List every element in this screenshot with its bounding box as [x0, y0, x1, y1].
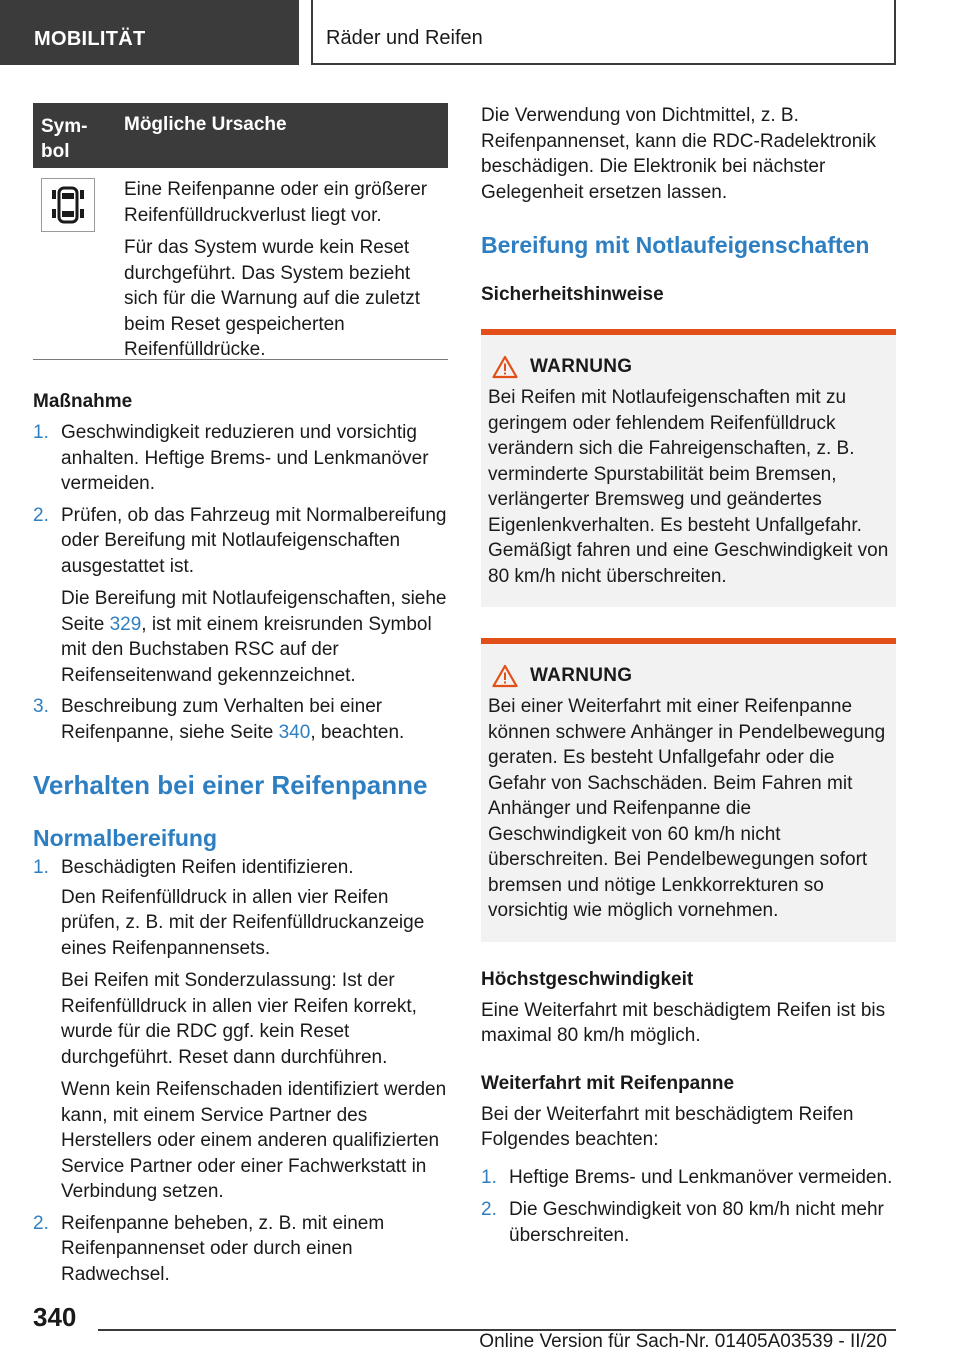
symbol-table-header	[33, 103, 448, 168]
step-number: 2.	[481, 1199, 497, 1220]
page-number: 340	[33, 1302, 77, 1332]
warning-box-1	[481, 329, 896, 607]
massnahme-steps	[33, 420, 448, 745]
step-number: 1.	[481, 1166, 497, 1188]
header-chapter-title: Räder und Reifen	[326, 27, 483, 49]
max-speed-text: Eine Weiterfahrt mit beschädigtem Reifen ist bis maximal 80 km/h möglich.	[481, 999, 886, 1046]
step-text: Heftige Brems- und Lenkmanöver vermeiden.	[509, 1166, 893, 1188]
header-section-title: MOBILITÄT	[34, 28, 146, 50]
step-text: Die Geschwindigkeit von 80 km/h nicht mehr überschreiten.	[509, 1199, 884, 1246]
left-column	[33, 103, 448, 1287]
safety-heading: Sicherheitshinweise	[481, 284, 664, 305]
step-subtext: Den Reifenfülldruck in allen vier Reifen prüfen, z. B. mit der Reifenfülldruckanzeige eines Reifenpannensets.	[61, 886, 425, 959]
sealant-intro-text: Die Verwendung von Dichtmittel, z. B. Reifenpannenset, kann die RDC-Radelektronik beschädigen. Die Elektronik bei nächster Gelegenheit ersetzen lassen.	[481, 105, 877, 203]
warning-title: WARNUNG	[530, 356, 633, 377]
step-number: 3.	[33, 696, 49, 717]
step-number: 1.	[33, 422, 49, 443]
warning-title: WARNUNG	[530, 665, 633, 686]
warning-triangle-icon	[492, 664, 518, 688]
continue-driving-heading: Weiterfahrt mit Reifenpanne	[481, 1072, 735, 1094]
step-subtext: Wenn kein Reifenschaden identifiziert werden kann, mit einem Service Partner des Herstellers oder einem anderen qualifizierten Service Partner oder einer Fachwerkstatt in Verbindung setzen.	[61, 1079, 447, 1202]
verhalten-steps	[33, 855, 448, 1287]
table-header-symbol: Sym- bol	[41, 116, 88, 162]
list-item	[33, 1211, 448, 1288]
list-item	[33, 420, 448, 497]
step-text: Geschwindigkeit reduzieren und vorsichtig anhalten. Heftige Brems- und Lenkmanöver vermeiden.	[61, 422, 429, 494]
table-header-cause: Mögliche Ursache	[124, 114, 287, 135]
header-chapter-box	[311, 0, 896, 65]
step-text: Reifenpanne beheben, z. B. mit einem Reifenpannenset oder durch einen Radwechsel.	[61, 1212, 385, 1285]
step-text: Beschreibung zum Verhalten bei einer Reifenpanne, siehe Seite 340, beachten.	[61, 696, 405, 743]
step-number: 2.	[33, 1212, 49, 1234]
step-number: 1.	[33, 857, 49, 878]
list-item	[33, 694, 448, 745]
warning-triangle-icon	[492, 355, 518, 379]
page-link-340[interactable]: 340	[278, 721, 311, 743]
cause-text-1: Eine Reifenpanne oder ein größerer Reifenfülldruckverlust liegt vor.	[124, 179, 428, 226]
massnahme-section	[33, 389, 448, 745]
header-section-tab	[0, 0, 299, 65]
warning-box-2	[481, 638, 896, 942]
car-tire-pressure-warning-icon	[41, 178, 95, 232]
runflat-heading: Bereifung mit Notlaufeigenschaften	[481, 232, 870, 258]
step-subtext: Bei Reifen mit Sonderzulassung: Ist der Reifenfülldruck in allen vier Reifen korrekt, wurde für die RDC ggf. kein Reset durchgeführt. Reset dann durchführen.	[61, 970, 417, 1068]
footer-version-text: Online Version für Sach-Nr. 01405A03539 - II/20	[479, 1331, 887, 1352]
continue-steps	[481, 1165, 896, 1249]
list-item	[481, 1165, 896, 1191]
normalbereifung-heading: Normalbereifung	[33, 825, 218, 851]
table-row	[33, 168, 448, 360]
list-item	[33, 855, 448, 1205]
table-cause-cell	[124, 177, 449, 363]
right-column	[481, 103, 896, 1248]
warning-text: Bei einer Weiterfahrt mit einer Reifenpanne können schwere Anhänger in Pendelbewegung geraten. Es besteht Unfallgefahr oder die Gefahr von Sachschäden. Beim Fahren mit Anhänger und Reifenpanne die Geschwindigkeit von 60 km/h nicht überschreiten. Bei Pendelbewegungen sofort bremsen und nötige Lenkkorrekturen so vorsichtig wie möglich vornehmen.	[488, 696, 886, 921]
max-speed-heading: Höchstgeschwindigkeit	[481, 968, 694, 990]
massnahme-heading: Maßnahme	[33, 391, 133, 412]
verhalten-heading: Verhalten bei einer Reifenpanne	[33, 770, 428, 800]
page-link-329[interactable]: 329	[109, 613, 142, 635]
step-text: Prüfen, ob das Fahrzeug mit Normalbereifung oder Bereifung mit Notlaufeigenschaften ausgestattet ist.	[61, 504, 447, 577]
list-item	[33, 503, 448, 689]
cause-text-2: Für das System wurde kein Reset durchgeführt. Das System bezieht sich für die Warnung auf die zuletzt beim Reset gespeicherten Reifenfülldrücke.	[124, 237, 421, 360]
continue-driving-text: Bei der Weiterfahrt mit beschädigtem Reifen Folgendes beachten:	[481, 1103, 854, 1150]
list-item	[481, 1197, 896, 1248]
step-text: Beschädigten Reifen identifizieren.	[61, 857, 354, 878]
step-number: 2.	[33, 504, 49, 526]
warning-text: Bei Reifen mit Notlaufeigenschaften mit zu geringem oder fehlendem Reifenfülldruck verändern sich die Fahreigenschaften, z. B. verminderte Spurstabilität beim Bremsen, verlängerter Bremsweg und geändertes Eigenlenkverhalten. Es besteht Unfallgefahr. Gemäßigt fahren und eine Geschwindigkeit von 80 km/h nicht überschreiten.	[488, 387, 889, 587]
step-subtext: Die Bereifung mit Notlaufeigenschaften, siehe Seite 329, ist mit einem kreisrunden Symbol mit den Buchstaben RSC auf der Reifenseitenwand gekennzeichnet.	[61, 588, 447, 686]
